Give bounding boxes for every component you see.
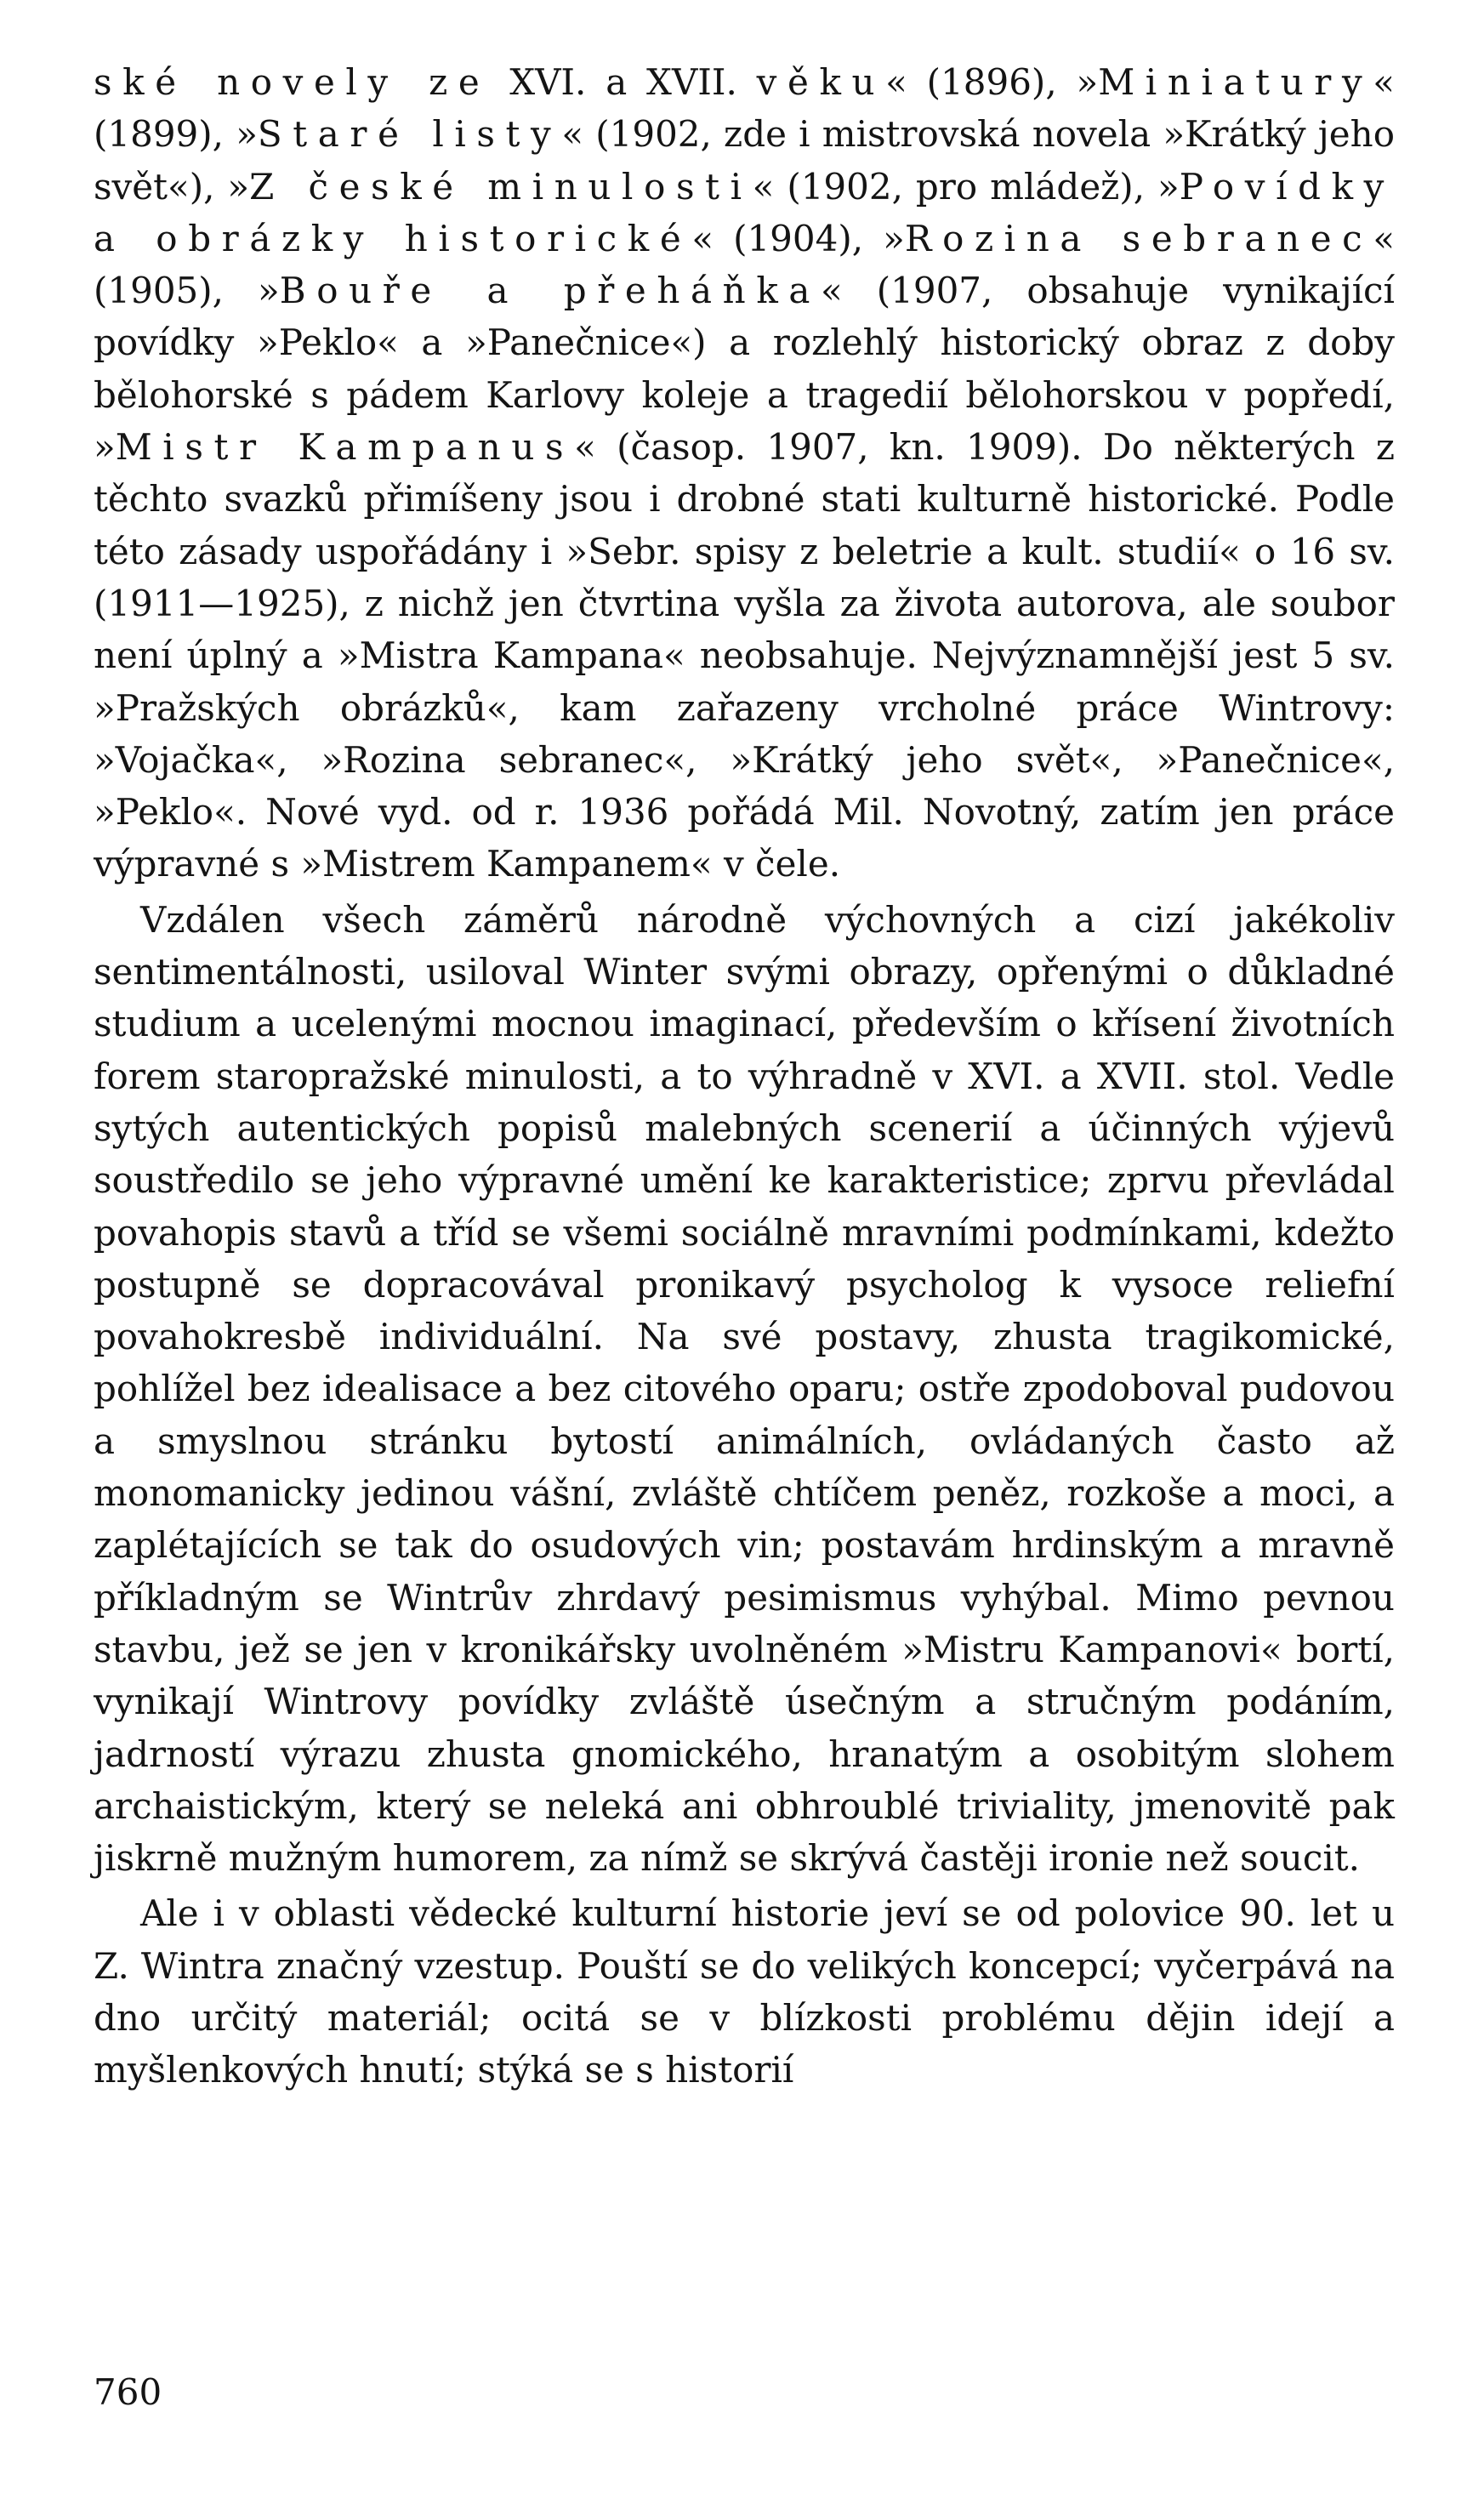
spaced-title-text: věku <box>756 61 886 103</box>
body-text: « (1905), » <box>94 217 1396 312</box>
spaced-title-text: Staré listy <box>257 113 562 156</box>
spaced-title-text: Z české minulosti <box>249 165 753 208</box>
body-text: « (1904), » <box>691 217 905 259</box>
page-text <box>94 56 1395 2097</box>
body-text: XVI. a XVII. <box>490 61 757 103</box>
spaced-title-text: Rozina sebranec <box>904 217 1373 259</box>
paragraph-3 <box>94 1887 1395 2096</box>
body-text: « (1902, pro mládež), » <box>752 165 1180 208</box>
paragraph-1 <box>94 56 1395 890</box>
spaced-title-text: ské novely ze <box>94 61 491 103</box>
body-text: « (1902, zde i mistrovská novela »Krátký jeho svět«), » <box>94 113 1395 208</box>
body-text: « (časop. 1907, kn. 1909). Do některých z těchto svazků přimíšeny jsou i drobné stati kulturně historické. Podle této zásady uspořádány i »Sebr. spisy z beletrie a kult. studií« o 16 sv. (1911—1925), z nichž jen čtvrtina vyšla za života autorova, ale soubor není úplný a »Mistra Kampana« neobsahuje. Nejvýznamnější jest 5 sv. »Pražských obrázků«, kam zařazeny vrcholné práce Wintrovy: »Vojačka«, »Rozina sebranec«, »Krátký jeho svět«, »Panečnice«, »Peklo«. Nové vyd. od r. 1936 pořádá Mil. Novotný, zatím jen práce výpravné s »Mistrem Kampanem« v čele. <box>94 426 1395 885</box>
spaced-title-text: Povídky a obrázky historické <box>94 165 1395 259</box>
spaced-title-text: Miniatury <box>1098 61 1373 103</box>
body-text: Vzdálen všech záměrů národně výchovných a cizí jakékoliv sentimentálnosti, usiloval Winter svými obrazy, opřenými o důkladné studium a ucelenými mocnou imaginací, především o křísení životních forem staropražské minulosti, a to výhradně v XVI. a XVII. stol. Vedle sytých autentických popisů malebných scenerií a účinných výjevů soustředilo se jeho výpravné umění ke karakteristice; zprvu převládal povahopis stavů a tříd se všemi sociálně mravními podmínkami, kdežto postupně se dopracovával pronikavý psycholog k vysoce reliefní povahokresbě individuální. Na své postavy, zhusta tragikomické, pohlížel bez idealisace a bez citového oparu; ostře zpodoboval pudovou a smyslnou stránku bytostí animálních, ovládaných často až monomanicky jedinou vášní, zvláště chtíčem peněz, rozkoše a moci, a zaplétajících se tak do osudových vin; postavám hrdinským a mravně příkladným se Wintrův zhrdavý pesimismus vyhýbal. Mimo pevnou stavbu, jež se jen v kronikářsky uvolněném »Mistru Kampanovi« bortí, vynikají Wintrovy povídky zvláště úsečným a stručným podáním, jadrností výrazu zhusta gnomického, hranatým a osobitým slohem archaistickým, který se neleká ani obhroublé triviality, jmenovitě pak jiskrně mužným humorem, za nímž se skrývá častěji ironie než soucit. <box>94 898 1395 1880</box>
body-text: Ale i v oblasti vědecké kulturní historie jeví se od polovice 90. let u Z. Wintra značný vzestup. Pouští se do velikých koncepcí; vyčerpává na dno určitý materiál; ocitá se v blízkosti problému dějin idejí a myšlenkových hnutí; stýká se s historií <box>94 1892 1395 2091</box>
body-text: « (1896), » <box>885 61 1099 103</box>
spaced-title-text: Mistr Kampanus <box>115 426 575 469</box>
page-number: 760 <box>94 2371 162 2413</box>
spaced-title-text: Bouře a přeháňka <box>279 270 822 312</box>
paragraph-2 <box>94 894 1395 1885</box>
body-text: « (1899), » <box>94 61 1395 156</box>
body-text: « (1907, obsahuje vynikající povídky »Peklo« a »Panečnice«) a rozlehlý historický obraz z doby bělohorské s pádem Karlovy koleje a tragedií bělohorskou v popředí, » <box>94 270 1395 469</box>
